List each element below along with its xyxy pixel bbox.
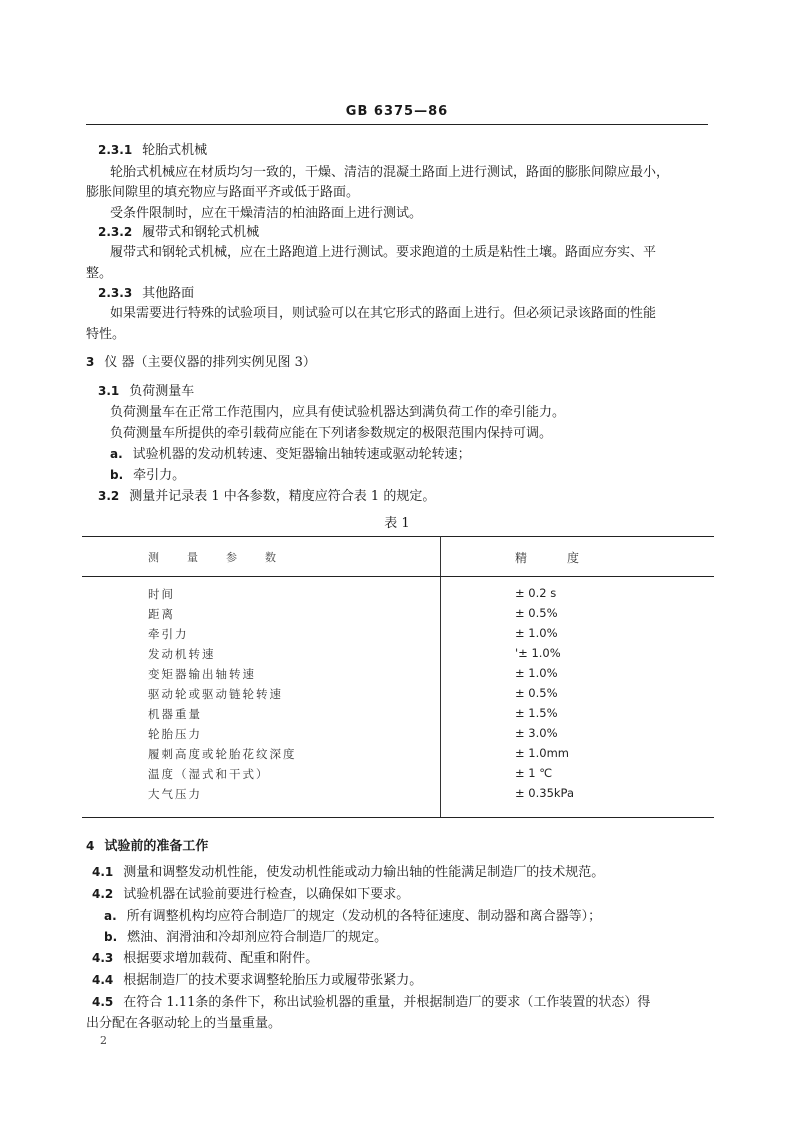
list-label: a. [110,447,123,461]
list-text: 所有调整机构均应符合制造厂的规定（发动机的各特征速度、制动器和离合器等）； [126,909,602,924]
table-cell-precision: ± 1.0% [515,666,558,680]
list-label: b. [110,468,124,482]
section-number: 4.5 [92,995,114,1009]
table-cell-precision: ± 1.0mm [515,746,569,760]
table-cell-param: 变矩器输出轴转速 [148,667,256,681]
paragraph: 负荷测量车在正常工作范围内，应具有使试验机器达到满负荷工作的牵引能力。 [110,405,566,420]
list-label: b. [104,930,118,944]
section-number: 4 [86,839,95,853]
page-number: 2 [100,1034,107,1047]
table-header-param: 测量参数 [148,551,304,564]
item-4-3 [92,948,318,969]
section-title: 其他路面 [142,286,195,301]
paragraph-continuation: 特性。 [86,327,126,342]
table-cell-param: 履刺高度或轮胎花纹深度 [148,747,297,761]
table-header-precision: 精度 [515,551,620,565]
table-cell-param: 距离 [148,607,175,621]
paragraph: 轮胎式机械应在材质均匀一致的，干燥、清洁的混凝土路面上进行测试，路面的膨胀间隙应最小， [110,165,670,180]
item-text: 根据要求增加载荷、配重和附件。 [123,951,319,966]
paragraph: 如果需要进行特殊的试验项目，则试验可以在其它形式的路面上进行。但必须记录该路面的性能 [110,306,657,321]
section-2-3-1-heading [98,140,207,161]
paragraph-continuation: 出分配在各驱动轮上的当量重量。 [86,1016,282,1031]
paragraph-continuation: 整。 [86,266,113,281]
section-title: 轮胎式机械 [142,143,208,158]
table-cell-param: 发动机转速 [148,647,216,661]
list-text: 燃油、润滑油和冷却剂应符合制造厂的规定。 [127,930,388,945]
section-number: 2.3.2 [98,225,133,239]
table-header-rule [82,576,714,577]
table-cell-param: 机器重量 [148,707,202,721]
list-item-a [110,444,471,465]
item-4-5 [92,992,650,1013]
table-cell-param: 驱动轮或驱动链轮转速 [148,687,283,701]
list-item-b [104,927,387,948]
section-3-2 [98,486,435,507]
list-item-a [104,906,601,927]
table-cell-param: 时间 [148,587,175,601]
table-caption: 表 1 [384,516,410,531]
table-cell-precision: ± 0.2 s [515,586,557,600]
section-title: 仪 器（主要仪器的排列实例见图 3） [104,355,316,370]
table-cell-precision: ± 3.0% [515,726,558,740]
list-item-b [110,465,185,486]
table-cell-param: 大气压力 [148,787,202,801]
item-4-2 [92,884,409,905]
table-top-rule [82,536,714,537]
section-text: 测量并记录表 1 中各参数，精度应符合表 1 的规定。 [129,489,436,504]
table-cell-precision: ± 0.5% [515,606,558,620]
paragraph: 负荷测量车所提供的牵引载荷应能在下列诸参数规定的极限范围内保持可调。 [110,426,553,441]
section-3-1-heading [98,381,194,402]
table-cell-precision: ± 1.0% [515,626,558,640]
list-text: 试验机器的发动机转速、变矩器输出轴转速或驱动轮转速； [132,447,471,462]
section-title: 负荷测量车 [129,384,195,399]
section-number: 4.2 [92,887,114,901]
section-number: 3.1 [98,384,120,398]
section-number: 2.3.1 [98,143,133,157]
section-title: 履带式和钢轮式机械 [142,225,260,240]
table-cell-param: 温度（湿式和干式） [148,767,270,781]
table-cell-precision: ± 0.35kPa [515,786,575,800]
section-number: 3 [86,355,95,369]
paragraph-continuation: 膨胀间隙里的填充物应与路面平齐或低于路面。 [86,185,360,200]
section-2-3-3-heading [98,283,194,304]
paragraph: 履带式和钢轮式机械，应在土路跑道上进行测试。要求跑道的土质是粘性土壤。路面应夯实、平 [110,245,657,260]
section-number: 4.1 [92,865,114,879]
section-title: 试验前的准备工作 [104,839,209,854]
section-number: 4.3 [92,951,114,965]
item-4-1 [92,862,604,883]
document-header-title: GB 6375—86 [345,104,449,119]
section-number: 3.2 [98,489,120,503]
item-text: 测量和调整发动机性能，使发动机性能或动力输出轴的性能满足制造厂的技术规范。 [123,865,605,880]
list-label: a. [104,909,117,923]
section-number: 2.3.3 [98,286,133,300]
section-3-heading [86,352,316,373]
section-2-3-2-heading [98,222,259,243]
item-text: 根据制造厂的技术要求调整轮胎压力或履带张紧力。 [123,973,423,988]
item-text: 试验机器在试验前要进行检查，以确保如下要求。 [123,887,410,902]
item-4-4 [92,970,422,991]
table-column-divider [440,536,441,817]
table-bottom-rule [82,817,714,818]
table-cell-precision: '± 1.0% [515,646,561,660]
table-cell-param: 轮胎压力 [148,727,202,741]
header-rule [86,124,708,125]
table-cell-precision: ± 1 ℃ [515,766,553,780]
paragraph: 受条件限制时，应在干燥清洁的柏油路面上进行测试。 [110,206,423,221]
item-text: 在符合 1.11条的条件下，称出试验机器的重量，并根据制造厂的要求（工作装置的状态）得 [123,995,651,1010]
table-cell-precision: ± 1.5% [515,706,558,720]
section-number: 4.4 [92,973,114,987]
table-cell-param: 牵引力 [148,627,189,641]
section-4-heading [86,836,208,857]
list-text: 牵引力。 [133,468,186,483]
table-cell-precision: ± 0.5% [515,686,558,700]
